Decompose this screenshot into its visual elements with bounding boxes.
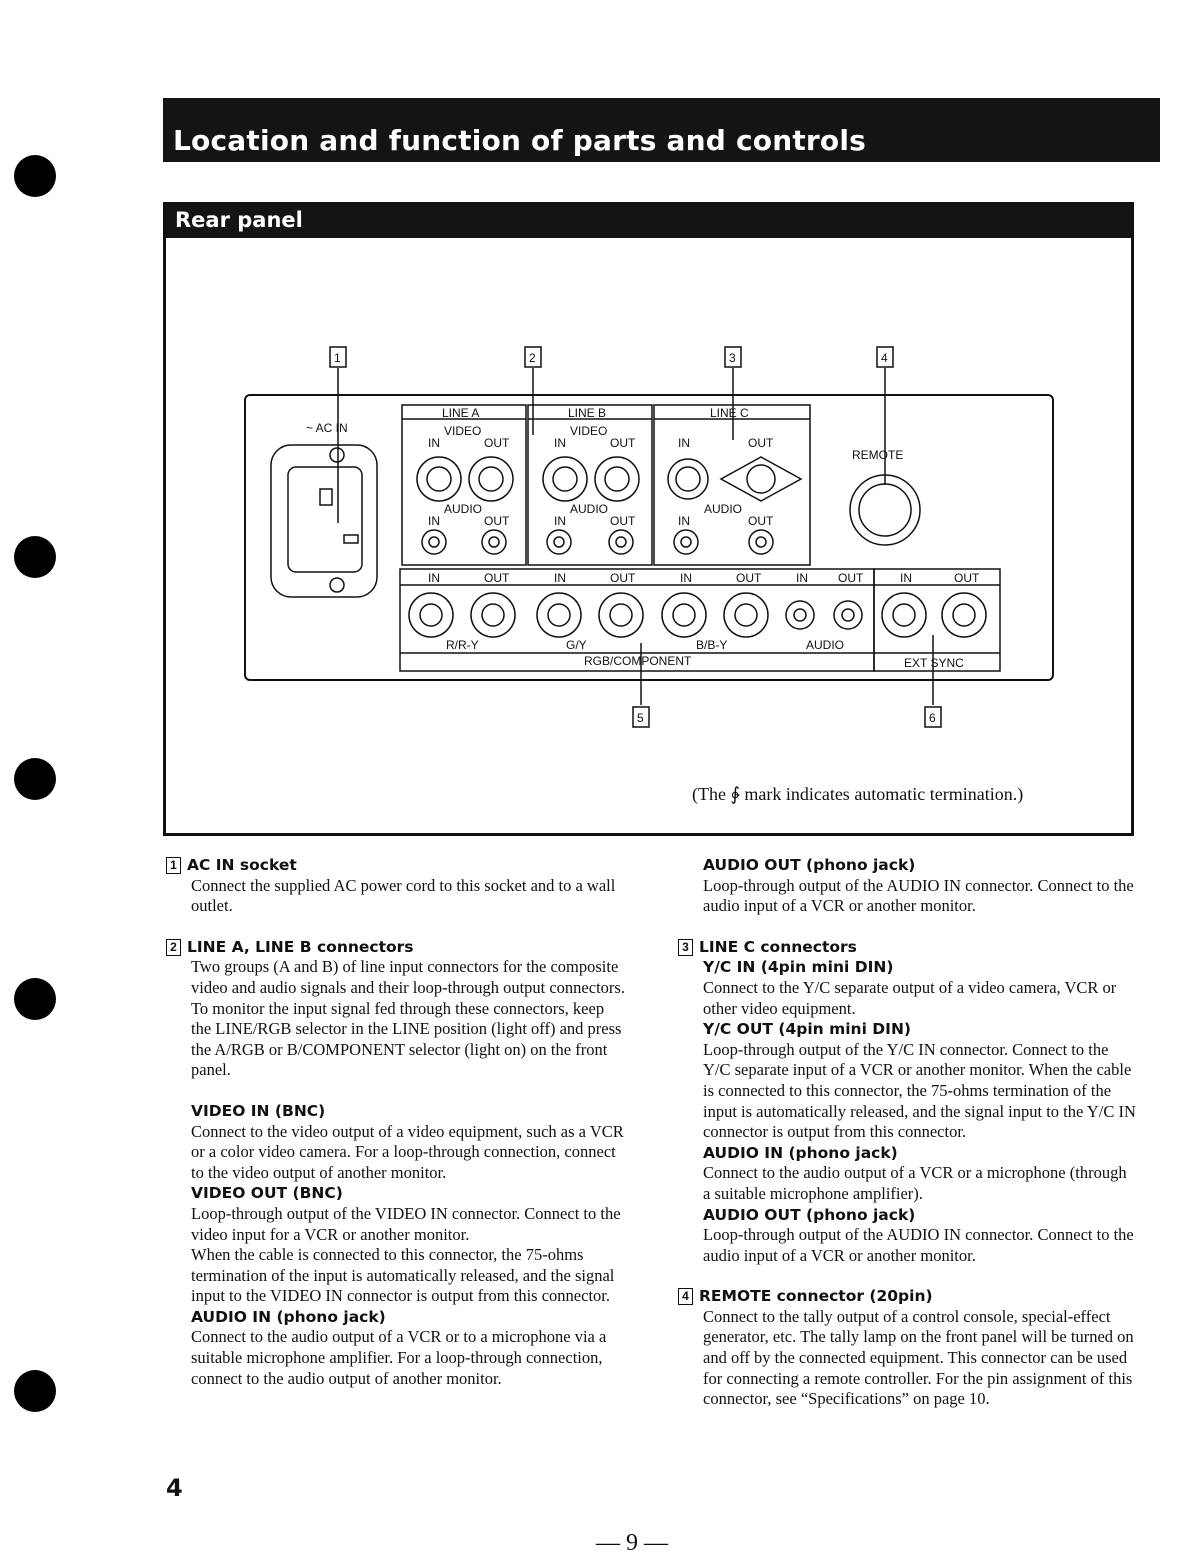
subheading: AUDIO IN (phono jack) bbox=[191, 1307, 386, 1326]
svg-text:OUT: OUT bbox=[610, 514, 636, 528]
remote-connector bbox=[850, 475, 920, 545]
item-number-4: 4 bbox=[678, 1288, 693, 1305]
binder-hole bbox=[14, 536, 56, 578]
device-outline bbox=[245, 395, 1053, 680]
section-title: Rear panel bbox=[175, 208, 303, 232]
svg-text:OUT: OUT bbox=[748, 436, 774, 450]
svg-text:OUT: OUT bbox=[954, 571, 980, 585]
svg-text:OUT: OUT bbox=[484, 571, 510, 585]
svg-text:IN: IN bbox=[428, 514, 440, 528]
ac-in-label: ~ AC IN bbox=[306, 421, 348, 435]
svg-text:OUT: OUT bbox=[838, 571, 864, 585]
svg-text:IN: IN bbox=[796, 571, 808, 585]
svg-text:AUDIO: AUDIO bbox=[444, 502, 483, 516]
subheading: AUDIO IN (phono jack) bbox=[703, 1143, 898, 1162]
item-number-1: 1 bbox=[166, 857, 181, 874]
callout-2: 2 bbox=[529, 351, 536, 365]
subheading: Y/C IN (4pin mini DIN) bbox=[703, 958, 894, 977]
svg-text:G/Y: G/Y bbox=[566, 638, 587, 652]
section-heading: 1 AC IN socket bbox=[166, 855, 626, 876]
subheading: Y/C OUT (4pin mini DIN) bbox=[703, 1020, 911, 1039]
svg-text:IN: IN bbox=[428, 436, 440, 450]
section-heading: 2 LINE A, LINE B connectors bbox=[166, 937, 626, 958]
svg-text:OUT: OUT bbox=[736, 571, 762, 585]
svg-text:OUT: OUT bbox=[748, 514, 774, 528]
body-text: Connect to the Y/C separate output of a video camera, VCR or other video equipment. bbox=[703, 977, 1117, 1018]
callout-6: 6 bbox=[929, 711, 936, 725]
svg-text:IN: IN bbox=[678, 436, 690, 450]
body-text: Connect to the tally output of a control console, special-effect generator, etc. The tally lamp on the front panel will be turned on and off by the connected equipment. This connector can be used for connecting a remote controller. For the pin assignment of this connector, see “Specifications” on page 10. bbox=[703, 1306, 1134, 1409]
body-text: Connect the supplied AC power cord to this socket and to a wall outlet. bbox=[191, 875, 616, 916]
subheading: AUDIO OUT (phono jack) bbox=[703, 1205, 916, 1224]
binder-hole bbox=[14, 758, 56, 800]
callout-5: 5 bbox=[637, 711, 644, 725]
callout-1: 1 bbox=[334, 351, 341, 365]
body-text: Loop-through output of the AUDIO IN connector. Connect to the audio input of a VCR or another monitor. bbox=[703, 875, 1134, 916]
body-text: Connect to the audio output of a VCR or a microphone (through a suitable microphone amplifier). bbox=[703, 1163, 1127, 1203]
yc-din-connectors bbox=[668, 457, 801, 501]
svg-text:IN: IN bbox=[554, 571, 566, 585]
right-column bbox=[678, 855, 1138, 1410]
svg-text:LINE A: LINE A bbox=[442, 406, 480, 420]
svg-text:AUDIO: AUDIO bbox=[704, 502, 743, 516]
rear-panel-diagram bbox=[166, 205, 1125, 765]
binder-hole bbox=[14, 155, 56, 197]
body-text: Loop-through output of the Y/C IN connector. Connect to the Y/C separate input of a VCR or another monitor. When the cable is connected to this connector, the 75-ohms termination of the input is automatically released, and the signal input to the Y/C IN connector is output from this connector. bbox=[703, 1039, 1136, 1142]
svg-text:R/R-Y: R/R-Y bbox=[446, 638, 479, 652]
body-text: Two groups (A and B) of line input connectors for the composite video and audio signals and their loop-through output connectors. bbox=[191, 957, 625, 997]
subheading: VIDEO OUT (BNC) bbox=[191, 1184, 343, 1203]
section-heading: 4 REMOTE connector (20pin) bbox=[678, 1286, 1138, 1307]
body-text: When the cable is connected to this connector, the 75-ohms termination of the input is automatically released, and the signal input to the VIDEO IN connector is output from this connector. bbox=[191, 1245, 615, 1306]
subheading: AUDIO OUT (phono jack) bbox=[703, 856, 916, 874]
svg-text:OUT: OUT bbox=[610, 436, 636, 450]
svg-text:IN: IN bbox=[428, 571, 440, 585]
svg-text:VIDEO: VIDEO bbox=[444, 424, 482, 438]
svg-text:OUT: OUT bbox=[484, 436, 510, 450]
item-number-3: 3 bbox=[678, 939, 693, 956]
svg-text:OUT: OUT bbox=[610, 571, 636, 585]
page-number: 4 bbox=[166, 1474, 183, 1502]
remote-label: REMOTE bbox=[852, 448, 904, 462]
svg-text:AUDIO: AUDIO bbox=[570, 502, 609, 516]
body-text: Connect to the video output of a video equipment, such as a VCR or a color video camera. For a loop-through connection, connect to the video output of another monitor. bbox=[191, 1121, 624, 1182]
body-text: Loop-through output of the VIDEO IN connector. Connect to the video input for a VCR or another monitor. bbox=[191, 1203, 621, 1244]
binder-hole bbox=[14, 1370, 56, 1412]
bnc-connector-row-bottom bbox=[409, 593, 986, 637]
ac-inlet-icon bbox=[271, 445, 377, 597]
item-number-2: 2 bbox=[166, 939, 181, 956]
body-text: Connect to the audio output of a VCR or to a microphone via a suitable microphone amplifier. For a loop-through connection, connect to the audio output of another monitor. bbox=[191, 1327, 607, 1388]
svg-text:OUT: OUT bbox=[484, 514, 510, 528]
left-column bbox=[166, 855, 626, 1389]
binder-hole bbox=[14, 978, 56, 1020]
rgb-component-label: RGB/COMPONENT bbox=[584, 654, 692, 668]
page-title-bar bbox=[163, 98, 1160, 162]
callout-4: 4 bbox=[881, 351, 888, 365]
subheading: VIDEO IN (BNC) bbox=[191, 1101, 326, 1120]
svg-text:IN: IN bbox=[680, 571, 692, 585]
svg-text:IN: IN bbox=[678, 514, 690, 528]
svg-text:AUDIO: AUDIO bbox=[806, 638, 845, 652]
section-heading: 3 LINE C connectors bbox=[678, 937, 1138, 958]
phono-jack-row-top bbox=[422, 530, 773, 554]
svg-text:LINE C: LINE C bbox=[710, 406, 749, 420]
svg-text:VIDEO: VIDEO bbox=[570, 424, 608, 438]
svg-text:IN: IN bbox=[900, 571, 912, 585]
body-text: To monitor the input signal fed through these connectors, keep the LINE/RGB selector in the LINE position (light off) and press the A/RGB or B/COMPONENT selector (light on) on the front panel. bbox=[191, 998, 622, 1080]
svg-text:IN: IN bbox=[554, 436, 566, 450]
svg-text:IN: IN bbox=[554, 514, 566, 528]
svg-text:B/B-Y: B/B-Y bbox=[696, 638, 728, 652]
figure-caption: (The ∲ mark indicates automatic termination.) bbox=[692, 784, 1024, 804]
ext-sync-label: EXT SYNC bbox=[904, 656, 964, 670]
page-title: Location and function of parts and controls bbox=[173, 124, 867, 157]
bottom-page-number: — 9 — bbox=[596, 1530, 668, 1556]
svg-text:LINE B: LINE B bbox=[568, 406, 607, 420]
body-text: Loop-through output of the AUDIO IN connector. Connect to the audio input of a VCR or another monitor. bbox=[703, 1225, 1134, 1265]
callout-3: 3 bbox=[729, 351, 736, 365]
